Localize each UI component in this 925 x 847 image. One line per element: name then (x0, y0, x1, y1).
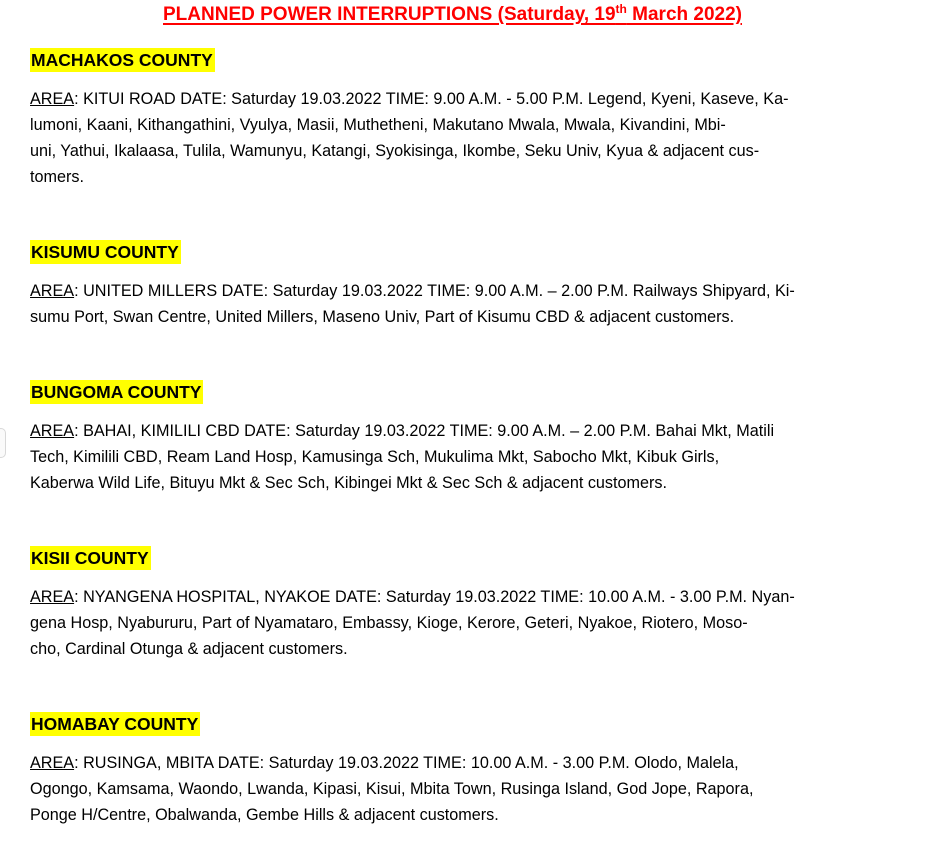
section-bungoma (30, 380, 880, 496)
section-body (30, 278, 880, 330)
county-heading: KISUMU COUNTY (31, 242, 179, 262)
section-body (30, 584, 880, 662)
area-label: AREA (30, 282, 75, 300)
details-line: Kaberwa Wild Life, Bituyu Mkt & Sec Sch, Kibingei Mkt & Sec Sch & adjacent customers. (30, 474, 667, 492)
details-line: lumoni, Kaani, Kithangathini, Vyulya, Masii, Muthetheni, Makutano Mwala, Mwala, Kivandini, Mbi- (30, 116, 726, 134)
county-heading: KISII COUNTY (31, 548, 149, 568)
title-superscript: th (615, 2, 627, 16)
county-heading: BUNGOMA COUNTY (31, 382, 202, 402)
section-machakos (30, 48, 880, 190)
details-line: : BAHAI, KIMILILI CBD DATE: Saturday 19.03.2022 TIME: 9.00 A.M. – 2.00 P.M. Bahai Mkt, Matili (74, 422, 775, 440)
title-prefix: PLANNED POWER INTERRUPTIONS (Saturday, 19 (163, 4, 616, 25)
section-body (30, 86, 880, 190)
details-line: Ogongo, Kamsama, Waondo, Lwanda, Kipasi, Kisui, Mbita Town, Rusinga Island, God Jope, Rapora, (30, 780, 754, 798)
details-line: Tech, Kimilili CBD, Ream Land Hosp, Kamusinga Sch, Mukulima Mkt, Sabocho Mkt, Kibuk Girls, (30, 448, 720, 466)
details-line: sumu Port, Swan Centre, United Millers, Maseno Univ, Part of Kisumu CBD & adjacent customers. (30, 308, 735, 326)
section-homabay (30, 712, 880, 828)
county-heading: HOMABAY COUNTY (31, 714, 199, 734)
details-line: : RUSINGA, MBITA DATE: Saturday 19.03.2022 TIME: 10.00 A.M. - 3.00 P.M. Olodo, Malela, (74, 754, 739, 772)
title-suffix: March 2022) (626, 4, 742, 25)
section-kisii (30, 546, 880, 662)
area-label: AREA (30, 422, 75, 440)
details-line: : NYANGENA HOSPITAL, NYAKOE DATE: Saturday 19.03.2022 TIME: 10.00 A.M. - 3.00 P.M. Nyan- (74, 588, 795, 606)
page-edge-handle (0, 428, 6, 458)
area-label: AREA (30, 90, 75, 108)
area-label: AREA (30, 588, 75, 606)
page-title (0, 4, 905, 26)
details-line: cho, Cardinal Otunga & adjacent customers. (30, 640, 348, 658)
details-line: uni, Yathui, Ikalaasa, Tulila, Wamunyu, Katangi, Syokisinga, Ikombe, Seku Univ, Kyua & adjacent cus- (30, 142, 760, 160)
details-line: tomers. (30, 168, 84, 186)
section-body (30, 418, 880, 496)
section-body (30, 750, 880, 828)
details-line: : UNITED MILLERS DATE: Saturday 19.03.2022 TIME: 9.00 A.M. – 2.00 P.M. Railways Shipyard, Ki- (74, 282, 795, 300)
details-line: Ponge H/Centre, Obalwanda, Gembe Hills & adjacent customers. (30, 806, 499, 824)
section-kisumu (30, 240, 880, 330)
details-line: gena Hosp, Nyabururu, Part of Nyamataro, Embassy, Kioge, Kerore, Geteri, Nyakoe, Riotero, Moso- (30, 614, 748, 632)
county-heading: MACHAKOS COUNTY (31, 50, 213, 70)
details-line: : KITUI ROAD DATE: Saturday 19.03.2022 TIME: 9.00 A.M. - 5.00 P.M. Legend, Kyeni, Kaseve, Ka- (74, 90, 789, 108)
area-label: AREA (30, 754, 75, 772)
